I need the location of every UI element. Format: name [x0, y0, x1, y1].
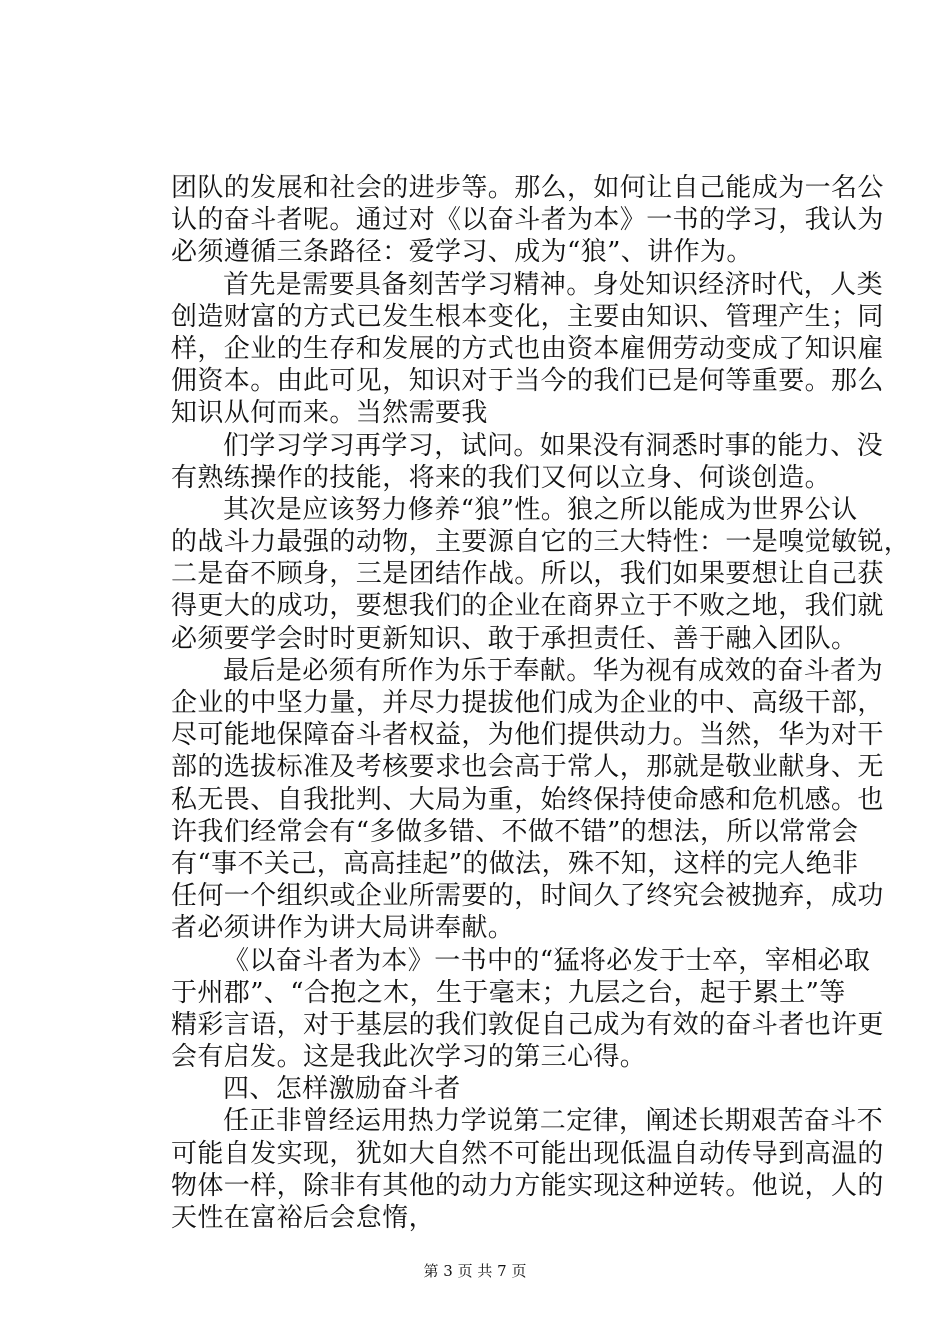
- text-line: 可能自发实现，犹如大自然不可能出现低温自动传导到高温的: [171, 1138, 884, 1169]
- section-heading: 四、怎样激励奋斗者: [223, 1074, 461, 1105]
- text-line: 知识从何而来。当然需要我: [171, 398, 488, 429]
- text-line: 有熟练操作的技能，将来的我们又何以立身、何谈创造。: [171, 462, 832, 493]
- text-line: 必须遵循三条路径：爱学习、成为“狼”、讲作为。: [171, 237, 753, 268]
- text-line: 许我们经常会有“多做多错、不做不错”的想法，所以常常会: [171, 816, 859, 847]
- text-line: 尽可能地保障奋斗者权益，为他们提供动力。当然，华为对干: [171, 720, 884, 751]
- text-line: 私无畏、自我批判、大局为重，始终保持使命感和危机感。也: [171, 784, 884, 815]
- text-line: 二是奋不顾身，三是团结作战。所以，我们如果要想让自己获: [171, 559, 884, 590]
- text-line: 团队的发展和社会的进步等。那么，如何让自己能成为一名公: [171, 173, 884, 203]
- text-line: 必须要学会时时更新知识、敢于承担责任、善于融入团队。: [171, 623, 858, 654]
- document-body: [171, 172, 911, 1234]
- text-line: 样，企业的生存和发展的方式也由资本雇佣劳动变成了知识雇: [171, 333, 884, 364]
- text-line: 任何一个组织或企业所需要的，时间久了终究会被抛弃，成功: [171, 881, 884, 912]
- text-line: 于州郡”、“合抱之木，生于毫末；九层之台，起于累土”等: [171, 977, 846, 1008]
- text-line: 天性在富裕后会怠惰，: [171, 1203, 436, 1233]
- text-line: 得更大的成功，要想我们的企业在商界立于不败之地，我们就: [171, 591, 884, 622]
- paragraph-start-line: 首先是需要具备刻苦学习精神。身处知识经济时代，人类: [223, 269, 884, 300]
- text-line: 会有启发。这是我此次学习的第三心得。: [171, 1042, 647, 1073]
- paragraph-start-line: 们学习学习再学习，试问。如果没有洞悉时事的能力、没: [223, 430, 884, 461]
- text-line: 创造财富的方式已发生根本变化，主要由知识、管理产生；同: [171, 301, 884, 332]
- text-line: 者必须讲作为讲大局讲奉献。: [171, 913, 515, 944]
- page-footer: [0, 1261, 950, 1281]
- text-line: 佣资本。由此可见，知识对于当今的我们已是何等重要。那么: [171, 366, 884, 397]
- text-line: 精彩言语，对于基层的我们敦促自己成为有效的奋斗者也许更: [171, 1009, 884, 1040]
- paragraph-start-line: 其次是应该努力修养“狼”性。狼之所以能成为世界公认: [223, 494, 858, 525]
- page-number: 第 3 页 共 7 页: [423, 1262, 527, 1280]
- paragraph-start-line: 任正非曾经运用热力学说第二定律，阐述长期艰苦奋斗不: [223, 1106, 884, 1137]
- text-line: 有“事不关己，高高挂起”的做法，殊不知，这样的完人绝非: [171, 848, 859, 879]
- text-line: 的战斗力最强的动物，主要源自它的三大特性：一是嗅觉敏锐，: [171, 527, 911, 558]
- paragraph-start-line: 最后是必须有所作为乐于奉献。华为视有成效的奋斗者为: [223, 655, 884, 686]
- text-line: 企业的中坚力量，并尽力提拔他们成为企业的中、高级干部，: [171, 688, 884, 718]
- paragraph-start-line: 《以奋斗者为本》一书中的“猛将必发于士卒，宰相必取: [223, 945, 871, 976]
- text-line: 认的奋斗者呢。通过对《以奋斗者为本》一书的学习，我认为: [171, 205, 884, 236]
- text-line: 部的选拔标准及考核要求也会高于常人，那就是敬业献身、无: [171, 752, 884, 783]
- text-line: 物体一样，除非有其他的动力方能实现这种逆转。他说，人的: [171, 1170, 884, 1201]
